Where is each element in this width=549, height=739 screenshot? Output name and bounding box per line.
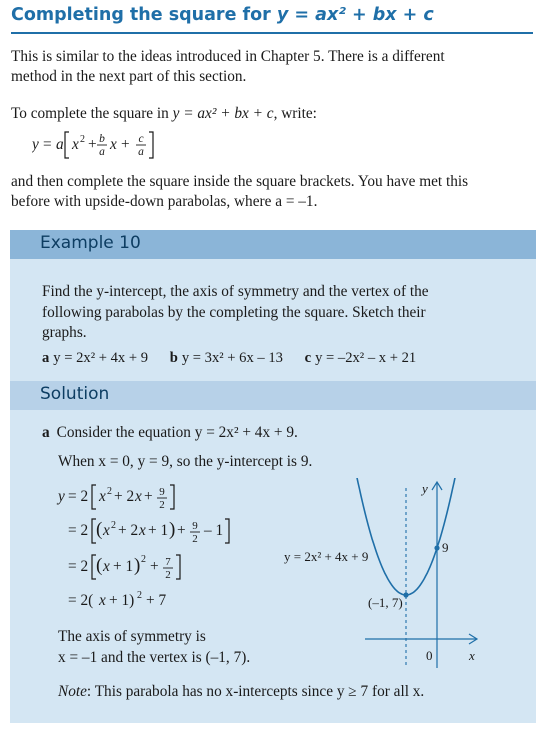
- svg-text:a: a: [138, 146, 144, 158]
- svg-text:2: 2: [192, 533, 198, 545]
- worked-steps-graphic: [55, 484, 270, 614]
- solution-consider: [42, 423, 298, 444]
- section-heading-prefix: Completing the square for: [11, 5, 277, 25]
- svg-text:+ 1): + 1): [109, 592, 135, 609]
- svg-text:x: x: [99, 488, 106, 505]
- svg-text:x: x: [139, 522, 146, 539]
- svg-text:– 1: – 1: [204, 522, 224, 539]
- part-a: [42, 350, 148, 366]
- svg-text:2: 2: [137, 590, 142, 601]
- part-b: [170, 350, 283, 366]
- intro-line-1: This is similar to the ideas introduced in Chapter 5. There is a different: [11, 48, 445, 65]
- svg-text:a: a: [56, 136, 64, 153]
- svg-text:x: x: [99, 592, 106, 609]
- svg-text:(: (: [96, 519, 103, 540]
- svg-text:2: 2: [107, 486, 112, 497]
- example-parts: [42, 350, 416, 367]
- solution-title: Solution: [40, 384, 110, 404]
- x-axis-label: x: [469, 648, 475, 663]
- svg-text:x: x: [72, 136, 79, 153]
- svg-text:+ 2: + 2: [118, 522, 139, 539]
- after-formula-line-1: and then complete the square inside the square brackets. You have met this: [11, 173, 469, 190]
- svg-text:): ): [134, 555, 141, 576]
- svg-text:7: 7: [165, 556, 171, 568]
- step-2: [68, 519, 229, 545]
- axis-of-symmetry-text: [58, 627, 250, 668]
- part-b-label: b: [169, 350, 178, 366]
- svg-text:x: x: [103, 522, 110, 539]
- after-formula-paragraph: [11, 172, 536, 212]
- svg-text:+: +: [121, 136, 130, 153]
- solution-part-label: a: [42, 424, 50, 441]
- svg-text:2: 2: [111, 520, 116, 531]
- svg-text:= 2: = 2: [68, 522, 89, 539]
- y-intercept-label: 9: [442, 540, 449, 555]
- svg-text:b: b: [99, 133, 105, 145]
- note: [58, 682, 424, 703]
- axis-line-2: x = –1 and the vertex is (–1, 7).: [58, 648, 251, 666]
- heading-rule: [11, 32, 533, 34]
- step-3: [68, 554, 180, 581]
- general-formula-graphic: [32, 128, 232, 164]
- part-c: [305, 350, 417, 366]
- note-label: Note: [58, 683, 87, 700]
- svg-text:9: 9: [192, 520, 198, 532]
- example-title: Example 10: [40, 233, 141, 253]
- worked-steps: [55, 484, 270, 614]
- example-task-line-1: Find the y-intercept, the axis of symmetry and the vertex of the: [42, 283, 429, 300]
- svg-text:a: a: [99, 146, 105, 158]
- svg-text:+: +: [144, 488, 153, 505]
- example-task-line-3: graphs.: [42, 324, 87, 341]
- svg-text:x: x: [110, 136, 117, 153]
- y-axis-label: y: [422, 481, 428, 496]
- parabola-graph-svg: [280, 478, 485, 673]
- part-a-equation: y = 2x² + 4x + 9: [53, 350, 149, 366]
- section-heading: [11, 5, 434, 25]
- part-a-label: a: [42, 350, 50, 366]
- svg-text:2: 2: [165, 569, 171, 581]
- intro-paragraph: [11, 47, 536, 87]
- svg-text:y: y: [32, 136, 39, 153]
- svg-text:(: (: [96, 555, 103, 576]
- example-header: [10, 230, 536, 259]
- complete-square-lead-text: To complete the square in: [11, 105, 173, 122]
- complete-square-lead: [11, 104, 536, 124]
- svg-text:2: 2: [80, 134, 85, 145]
- solution-intercept: When x = 0, y = 9, so the y-intercept is 9.: [58, 453, 313, 470]
- svg-text:+ 7: + 7: [146, 592, 167, 609]
- complete-square-equation: y = ax² + bx + c: [172, 105, 274, 122]
- svg-text:c: c: [138, 133, 144, 145]
- svg-text:+: +: [177, 522, 186, 539]
- svg-text:= 2(: = 2(: [68, 592, 94, 609]
- part-c-label: c: [304, 350, 312, 366]
- svg-text:9: 9: [159, 486, 165, 498]
- svg-text:2: 2: [159, 499, 165, 511]
- step-4: [68, 590, 166, 609]
- svg-text:=: =: [43, 136, 52, 153]
- svg-text:x: x: [103, 558, 110, 575]
- svg-text:+: +: [150, 558, 159, 575]
- after-formula-line-2: before with upside-down parabolas, where a = –1.: [11, 193, 318, 210]
- step-1: [56, 485, 174, 511]
- y-intercept-point: [434, 545, 439, 550]
- svg-text:= 2: = 2: [68, 558, 89, 575]
- part-c-equation: y = –2x² – x + 21: [315, 350, 417, 366]
- svg-text:y: y: [58, 488, 65, 505]
- svg-text:+ 2: + 2: [114, 488, 135, 505]
- curve-label: y = 2x² + 4x + 9: [284, 549, 369, 564]
- svg-text:): ): [169, 519, 176, 540]
- svg-text:2: 2: [141, 554, 146, 565]
- part-b-equation: y = 3x² + 6x – 13: [181, 350, 283, 366]
- note-text: : This parabola has no x-intercepts since y ≥ 7 for all x.: [86, 683, 425, 700]
- origin-label: 0: [426, 648, 433, 663]
- solution-consider-text: Consider the equation y = 2x² + 4x + 9.: [56, 424, 298, 441]
- vertex-point: [403, 592, 408, 597]
- svg-text:+ 1: + 1: [148, 522, 169, 539]
- svg-text:+ 1: + 1: [113, 558, 134, 575]
- example-task: [42, 282, 522, 344]
- vertex-label: (–1, 7): [368, 595, 403, 610]
- example-task-line-2: following parabolas by the completing the square. Sketch their: [42, 303, 426, 321]
- complete-square-tail: , write:: [273, 105, 317, 122]
- axis-line-1: The axis of symmetry is: [58, 628, 206, 645]
- solution-header: [10, 381, 536, 410]
- svg-text:x: x: [135, 488, 142, 505]
- svg-text:= 2: = 2: [68, 488, 89, 505]
- intro-line-2: method in the next part of this section.: [11, 68, 247, 85]
- section-heading-equation: y = ax² + bx + c: [276, 5, 434, 25]
- svg-text:+: +: [88, 136, 97, 153]
- parabola-graph: [280, 478, 485, 678]
